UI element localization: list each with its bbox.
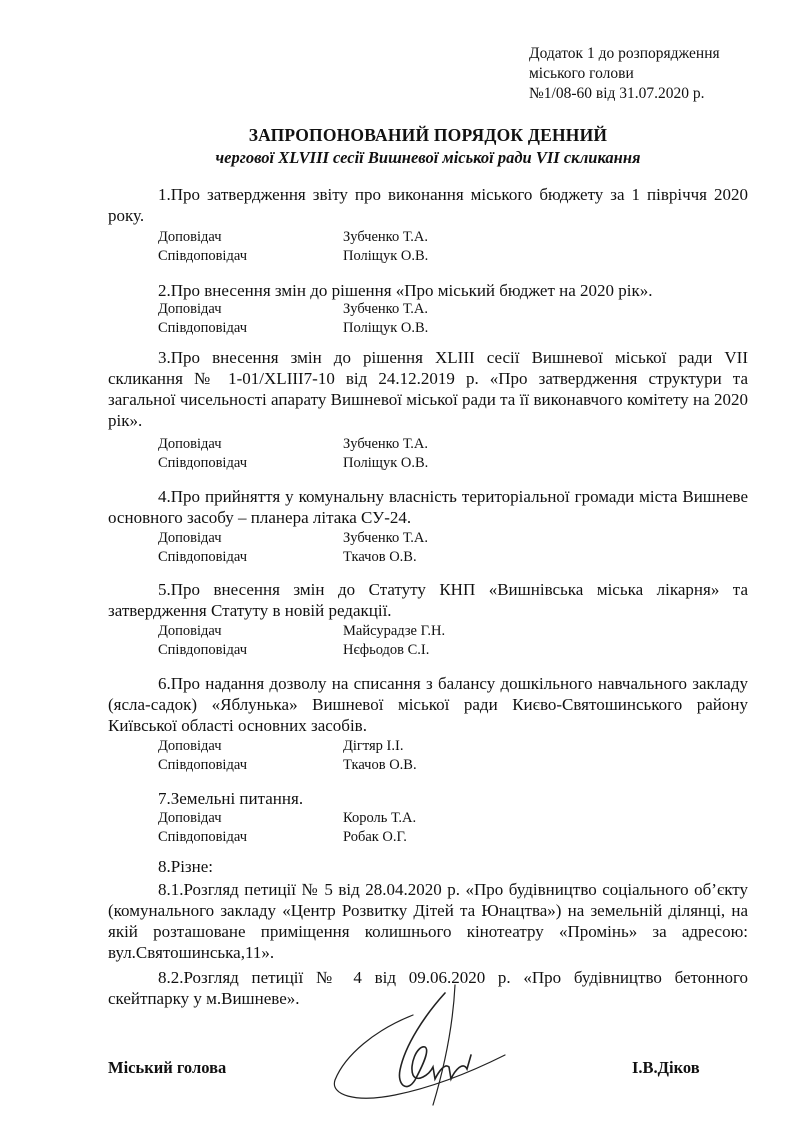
agenda-item-text: 1.Про затвердження звіту про виконання міського бюджету за 1 півріччя 2020 року. — [108, 185, 748, 225]
agenda-item-6-speakers — [158, 737, 758, 775]
agenda-item-5 — [108, 579, 748, 621]
agenda-item-8-1 — [108, 879, 748, 963]
cospeaker-name: Нєфьодов С.І. — [343, 642, 430, 658]
addendum-line: Додаток 1 до розпорядження — [529, 45, 720, 62]
cospeaker-role: Співдоповідач — [158, 829, 247, 845]
agenda-item-7-speakers — [158, 809, 758, 847]
agenda-item-4 — [108, 486, 748, 528]
cospeaker-role: Співдоповідач — [158, 549, 247, 565]
speaker-name: Король Т.А. — [343, 810, 417, 826]
agenda-item-3 — [108, 347, 748, 431]
agenda-item-text: 7.Земельні питання. — [158, 789, 304, 808]
cospeaker-name: Робак О.Г. — [343, 829, 407, 845]
cospeaker-name: Ткачов О.В. — [343, 549, 417, 565]
speaker-name: Зубченко Т.А. — [343, 530, 428, 546]
signatory-name: І.В.Діков — [632, 1058, 700, 1077]
speaker-name: Майсурадзе Г.Н. — [343, 623, 446, 639]
cospeaker-name: Поліщук О.В. — [343, 455, 429, 471]
speaker-name: Зубченко Т.А. — [343, 229, 428, 245]
agenda-item-1-speakers — [158, 228, 758, 266]
addendum-line: міського голови — [529, 65, 634, 82]
cospeaker-name: Поліщук О.В. — [343, 248, 429, 264]
speaker-name: Зубченко Т.А. — [343, 436, 428, 452]
agenda-item-2 — [108, 280, 748, 301]
agenda-item-text: 8.2.Розгляд петиції № 4 від 09.06.2020 р. «Про будівництво бетонного скейтпарку у м.Вишневе». — [108, 968, 748, 1008]
agenda-item-6 — [108, 673, 748, 736]
agenda-item-5-speakers — [158, 622, 758, 660]
speaker-role: Доповідач — [158, 530, 222, 546]
handwritten-signature-icon — [305, 975, 535, 1110]
addendum-line: №1/08-60 від 31.07.2020 р. — [529, 85, 705, 102]
cospeaker-name: Поліщук О.В. — [343, 320, 429, 336]
agenda-item-text: 3.Про внесення змін до рішення XLIII сесії Вишневої міської ради VII скликання № 1-01/XLIII7-10 від 24.12.2019 р. «Про затвердження структури та загальної чисельності апарату Вишневої міської ради та її виконавчого комітету на 2020 рік». — [108, 348, 748, 430]
agenda-item-text: 8.1.Розгляд петиції № 5 від 28.04.2020 р. «Про будівництво соціального об’єкту (комунального закладу «Центр Розвитку Дітей та Юнацтва») на земельній ділянці, на якій розташоване приміщення колишнього кінотеатру «Промінь» за адресою: вул.Святошинська,11». — [108, 880, 748, 962]
agenda-item-text: 6.Про надання дозволу на списання з балансу дошкільного навчального закладу (ясла-садок) «Яблунька» Вишневої міської ради Києво-Святошинського району Київської області основних засобів. — [108, 674, 748, 735]
speaker-name: Зубченко Т.А. — [343, 301, 428, 317]
document-subtitle: чергової XLVIII сесії Вишневої міської ради VII скликання — [215, 148, 641, 167]
speaker-role: Доповідач — [158, 229, 222, 245]
speaker-name: Дігтяр І.І. — [343, 738, 404, 754]
agenda-item-7 — [108, 788, 748, 809]
agenda-item-text: 2.Про внесення змін до рішення «Про міський бюджет на 2020 рік». — [158, 281, 653, 300]
agenda-item-3-speakers — [158, 435, 758, 473]
speaker-role: Доповідач — [158, 810, 222, 826]
agenda-item-4-speakers — [158, 529, 758, 567]
cospeaker-role: Співдоповідач — [158, 248, 247, 264]
speaker-role: Доповідач — [158, 301, 222, 317]
cospeaker-role: Співдоповідач — [158, 757, 247, 773]
agenda-item-8 — [108, 856, 748, 877]
agenda-item-1 — [108, 184, 748, 226]
cospeaker-role: Співдоповідач — [158, 455, 247, 471]
speaker-role: Доповідач — [158, 623, 222, 639]
speaker-role: Доповідач — [158, 436, 222, 452]
cospeaker-role: Співдоповідач — [158, 320, 247, 336]
cospeaker-role: Співдоповідач — [158, 642, 247, 658]
agenda-item-text: 8.Різне: — [158, 857, 214, 876]
agenda-item-2-speakers — [158, 300, 758, 338]
cospeaker-name: Ткачов О.В. — [343, 757, 417, 773]
signatory-position: Міський голова — [108, 1058, 227, 1077]
addendum-note — [529, 44, 769, 104]
document-title: ЗАПРОПОНОВАНИЙ ПОРЯДОК ДЕННИЙ — [248, 125, 608, 145]
agenda-item-text: 5.Про внесення змін до Статуту КНП «Вишнівська міська лікарня» та затвердження Статуту в новій редакції. — [108, 580, 748, 620]
agenda-item-text: 4.Про прийняття у комунальну власність територіальної громади міста Вишневе основного засобу – планера літака СУ-24. — [108, 487, 748, 527]
speaker-role: Доповідач — [158, 738, 222, 754]
